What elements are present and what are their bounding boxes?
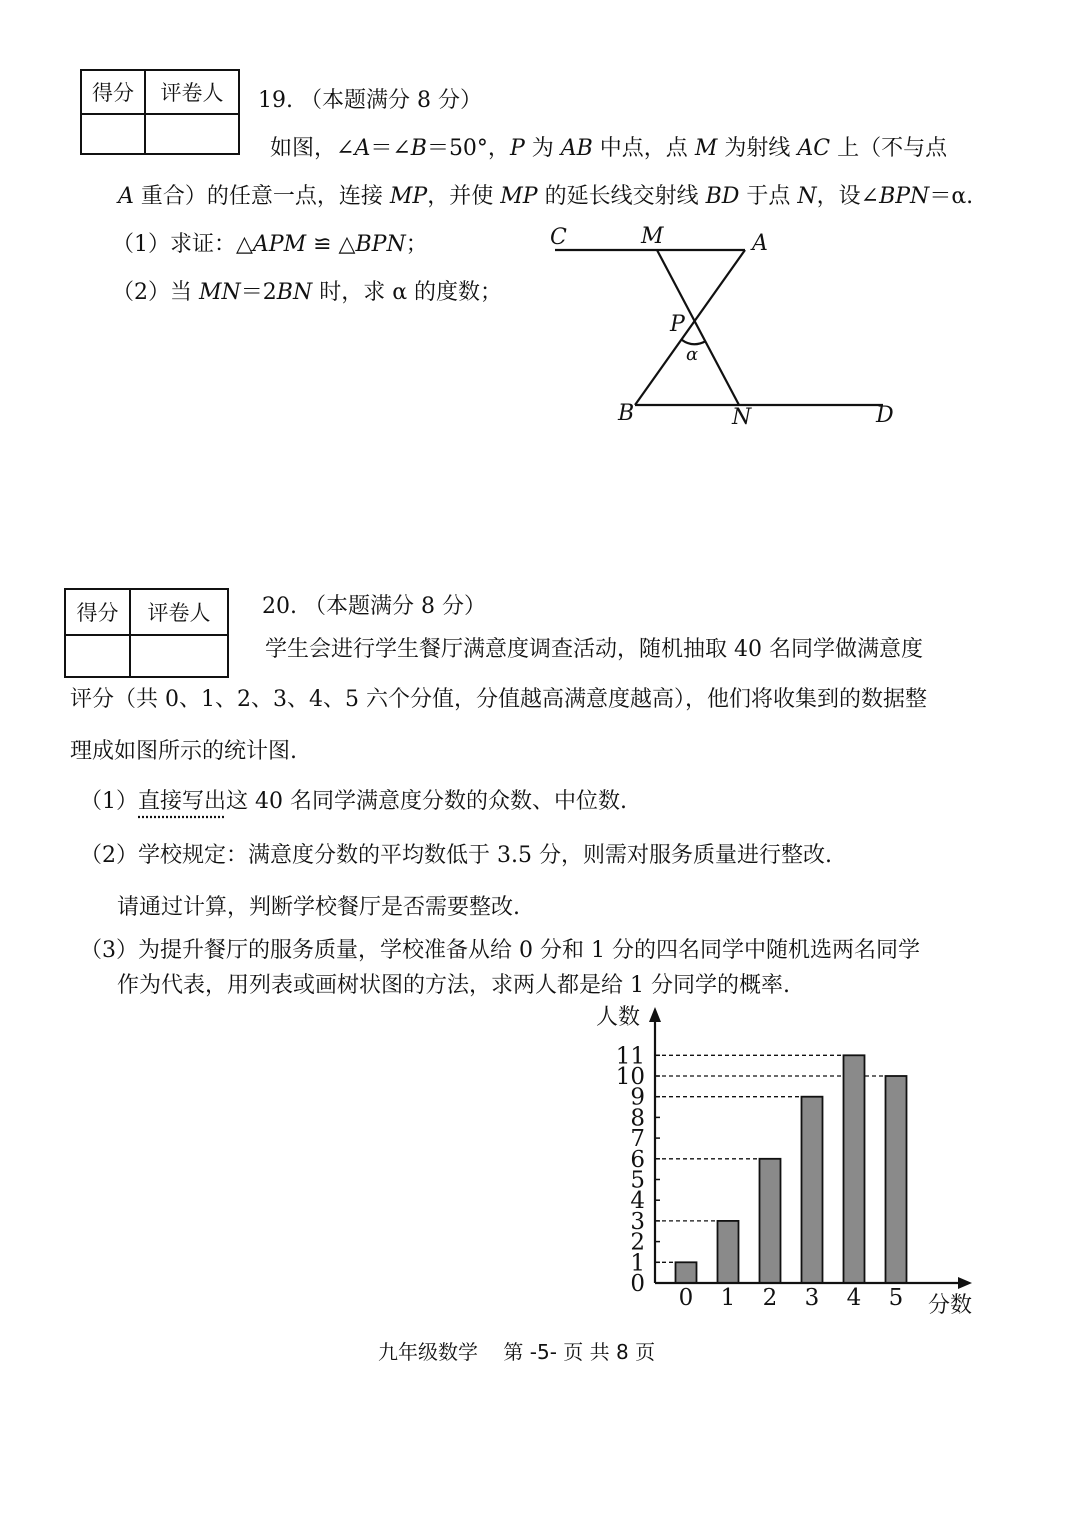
y-tick-label-0: 0	[630, 1271, 645, 1297]
y-tick-label-11: 11	[615, 1043, 645, 1070]
x-tick-label-2: 2	[762, 1285, 778, 1311]
bar-1	[718, 1221, 739, 1283]
bar-4	[844, 1055, 865, 1283]
q19-header: 19. （本题满分 8 分）	[258, 88, 482, 113]
q20-line3: 理成如图所示的统计图.	[70, 739, 297, 764]
q20-part2-line1: （2）学校规定：满意度分数的平均数低于 3.5 分，则需对服务质量进行整改.	[80, 843, 832, 868]
label-m: M	[641, 224, 664, 249]
label-n: N	[732, 405, 752, 430]
x-tick-label-1: 1	[720, 1285, 736, 1311]
label-alpha: α	[686, 344, 699, 365]
label-p: P	[670, 312, 685, 337]
q19-line2: A 重合）的任意一点，连接 MP，并使 MP 的延长线交射线 BD 于点 N，设∠BPN＝α.	[118, 184, 974, 209]
q20-part3-line2: 作为代表，用列表或画树状图的方法，求两人都是给 1 分同学的概率.	[117, 973, 790, 998]
q19-line1: 如图，∠A＝∠B＝50°，P 为 AB 中点，点 M 为射线 AC 上（不与点	[270, 136, 948, 161]
bar-0	[676, 1262, 697, 1283]
y-tick-label-4: 4	[630, 1188, 645, 1215]
x-tick-label-5: 5	[888, 1285, 904, 1311]
x-tick-label-0: 0	[678, 1285, 694, 1311]
bar-5	[886, 1076, 907, 1283]
y-tick-label-5: 5	[630, 1167, 645, 1194]
q20-part1: （1）直接写出这 40 名同学满意度分数的众数、中位数.	[80, 789, 627, 814]
label-a: A	[752, 231, 768, 256]
y-tick-label-3: 3	[630, 1208, 645, 1235]
q19-part1: （1）求证：△APM ≌ △BPN；	[112, 232, 428, 257]
grader-label: 评卷人	[130, 589, 228, 635]
score-label: 得分	[65, 589, 130, 635]
x-axis-title: 分数	[927, 1293, 973, 1318]
y-tick-label-7: 7	[630, 1126, 645, 1153]
q20-part2-line2: 请通过计算，判断学校餐厅是否需要整改.	[117, 895, 520, 920]
q19-part2: （2）当 MN＝2BN 时，求 α 的度数；	[112, 280, 503, 305]
bar-3	[802, 1097, 823, 1283]
label-d: D	[876, 403, 894, 428]
score-label: 得分	[81, 70, 145, 114]
q20-part3-line1: （3）为提升餐厅的服务质量，学校准备从给 0 分和 1 分的四名同学中随机选两名同学	[80, 938, 920, 963]
y-tick-label-6: 6	[630, 1146, 645, 1173]
q20-line1: 学生会进行学生餐厅满意度调查活动，随机抽取 40 名同学做满意度	[265, 637, 923, 662]
y-axis-title: 人数	[595, 1005, 641, 1030]
y-tick-label-10: 10	[615, 1064, 645, 1090]
grader-label: 评卷人	[145, 70, 239, 114]
x-tick-label-3: 3	[804, 1285, 820, 1311]
q20-line2: 评分（共 0、1、2、3、4、5 六个分值，分值越高满意度越高），他们将收集到的数据整	[70, 687, 927, 712]
label-c: C	[550, 225, 567, 250]
bar-2	[760, 1159, 781, 1283]
y-tick-label-2: 2	[630, 1229, 645, 1256]
y-axis-arrow	[649, 1007, 661, 1022]
q20-header: 20. （本题满分 8 分）	[262, 594, 486, 619]
page-footer: 九年级数学 第 -5- 页 共 8 页	[378, 1340, 656, 1364]
y-tick-label-1: 1	[630, 1250, 645, 1277]
x-tick-label-4: 4	[846, 1285, 862, 1311]
label-b: B	[618, 401, 635, 426]
x-axis-arrow	[958, 1277, 972, 1289]
y-tick-label-9: 9	[630, 1084, 645, 1111]
y-tick-label-8: 8	[630, 1105, 645, 1132]
